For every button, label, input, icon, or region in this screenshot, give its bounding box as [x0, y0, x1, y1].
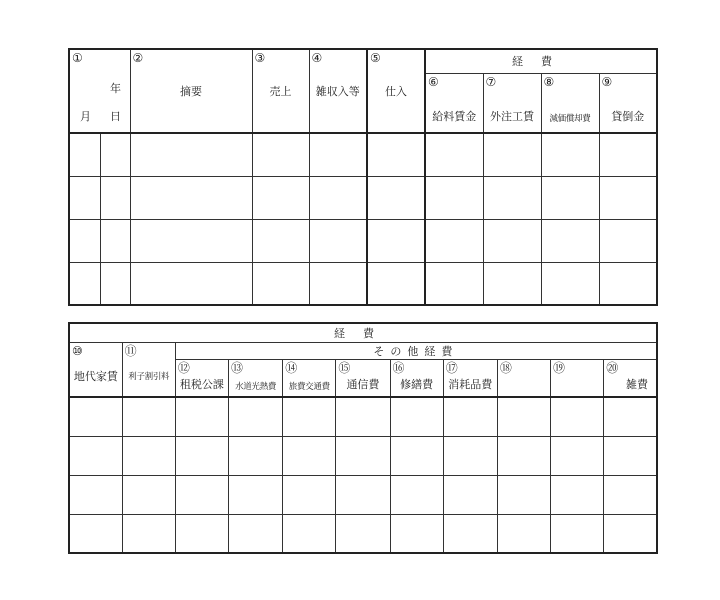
- col-num: ⑰: [445, 360, 458, 375]
- entry-cell[interactable]: [69, 176, 100, 219]
- col-num: ⑧: [543, 74, 555, 89]
- table-row: [69, 176, 657, 219]
- entry-cell[interactable]: [252, 262, 309, 305]
- entry-cell[interactable]: [252, 133, 309, 176]
- col-num: ⑤: [370, 51, 381, 65]
- entry-cell[interactable]: [604, 514, 657, 553]
- entry-cell[interactable]: [425, 219, 483, 262]
- entry-cell[interactable]: [229, 397, 283, 436]
- entry-cell[interactable]: [252, 219, 309, 262]
- entry-cell[interactable]: [599, 133, 657, 176]
- sales-label: 売上: [269, 85, 292, 98]
- misc-income-header: [309, 49, 367, 133]
- entry-cell[interactable]: [599, 219, 657, 262]
- entry-cell[interactable]: [130, 219, 252, 262]
- entry-cell[interactable]: [336, 514, 390, 553]
- expense-col-label: 租税公課: [179, 378, 224, 391]
- expense-col-header: [497, 359, 550, 397]
- entry-cell[interactable]: [367, 262, 425, 305]
- entry-cell[interactable]: [122, 475, 175, 514]
- entry-cell[interactable]: [497, 475, 550, 514]
- entry-cell[interactable]: [551, 514, 604, 553]
- entry-cell[interactable]: [367, 176, 425, 219]
- entry-cell[interactable]: [483, 176, 541, 219]
- purchases-label: 仕入: [385, 85, 407, 98]
- entry-cell[interactable]: [390, 475, 443, 514]
- entry-cell[interactable]: [551, 397, 604, 436]
- misc-income-label: 雑収入等: [315, 85, 360, 98]
- col-num: ⑯: [392, 360, 405, 375]
- entry-cell[interactable]: [175, 475, 228, 514]
- expense-col-header: [69, 342, 122, 397]
- month-label: 月: [80, 110, 91, 123]
- col-num: ①: [72, 51, 83, 65]
- col-num: ⑳: [606, 360, 619, 375]
- expense-col-label: 旅費交通費: [288, 382, 330, 392]
- expense-col-label: 外注工賃: [490, 110, 534, 123]
- entry-cell[interactable]: [443, 514, 497, 553]
- expense-col-label: 水道光熱費: [235, 382, 277, 392]
- entry-cell[interactable]: [283, 436, 336, 475]
- table-row: [69, 514, 657, 553]
- summary-label: 摘要: [180, 85, 202, 98]
- entry-cell[interactable]: [175, 397, 228, 436]
- entry-cell[interactable]: [390, 397, 443, 436]
- expense-col-header: [599, 73, 657, 133]
- expense-col-header: [175, 359, 228, 397]
- entry-cell[interactable]: [367, 133, 425, 176]
- entry-cell[interactable]: [604, 397, 657, 436]
- entry-cell[interactable]: [100, 219, 130, 262]
- entry-cell[interactable]: [443, 397, 497, 436]
- col-num: ⑨: [601, 74, 613, 89]
- entry-cell[interactable]: [541, 219, 599, 262]
- table-row: [69, 219, 657, 262]
- entry-cell[interactable]: [497, 397, 550, 436]
- entry-cell[interactable]: [425, 133, 483, 176]
- entry-cell[interactable]: [130, 262, 252, 305]
- table-row: [69, 133, 657, 176]
- expenses-header: 経費: [69, 323, 657, 342]
- col-num: ⑪: [124, 343, 137, 358]
- expenses-header: 経費: [425, 49, 657, 73]
- year-label: 年: [110, 82, 121, 95]
- purchases-header: [367, 49, 425, 133]
- col-num: ③: [254, 51, 266, 65]
- entry-cell[interactable]: [483, 262, 541, 305]
- entry-cell[interactable]: [69, 436, 122, 475]
- entry-cell[interactable]: [122, 436, 175, 475]
- entry-cell[interactable]: [100, 133, 130, 176]
- entry-cell[interactable]: [69, 133, 100, 176]
- col-num: ⑮: [338, 360, 351, 375]
- entry-cell[interactable]: [390, 514, 443, 553]
- entry-cell[interactable]: [483, 219, 541, 262]
- col-num: ⑲: [553, 360, 566, 375]
- entry-cell[interactable]: [336, 397, 390, 436]
- expense-col-label: 雑費: [626, 378, 648, 391]
- other-expenses-header: その他経費: [175, 342, 657, 359]
- table-row: [69, 397, 657, 436]
- expense-col-label: 給料賃金: [432, 110, 477, 123]
- table-row: [69, 475, 657, 514]
- expense-col-header: [443, 359, 497, 397]
- entry-cell[interactable]: [309, 219, 367, 262]
- day-label: 日: [110, 110, 121, 123]
- expense-col-label: 減価償却費: [549, 114, 591, 124]
- entry-cell[interactable]: [551, 475, 604, 514]
- expense-col-label: 通信費: [346, 378, 380, 391]
- expense-col-header: [336, 359, 390, 397]
- entry-cell[interactable]: [252, 176, 309, 219]
- entry-cell[interactable]: [541, 133, 599, 176]
- entry-cell[interactable]: [309, 133, 367, 176]
- entry-cell[interactable]: [483, 133, 541, 176]
- entry-cell[interactable]: [309, 262, 367, 305]
- table-row: [69, 262, 657, 305]
- entry-cell[interactable]: [425, 176, 483, 219]
- entry-cell[interactable]: [283, 514, 336, 553]
- sales-header: [252, 49, 309, 133]
- expense-col-header: [483, 73, 541, 133]
- entry-cell[interactable]: [497, 436, 550, 475]
- expense-col-header: [551, 359, 604, 397]
- entry-cell[interactable]: [336, 436, 390, 475]
- summary-header: [130, 49, 252, 133]
- entry-cell[interactable]: [229, 475, 283, 514]
- col-num: ⑫: [177, 360, 190, 375]
- col-num: ⑬: [231, 360, 244, 375]
- col-num: ②: [132, 51, 144, 65]
- col-num: ⑱: [499, 360, 512, 375]
- expense-col-header: [390, 359, 443, 397]
- entry-cell[interactable]: [69, 262, 100, 305]
- entry-cell[interactable]: [599, 176, 657, 219]
- entry-cell[interactable]: [367, 219, 425, 262]
- expense-col-label: 消耗品費: [448, 378, 493, 391]
- expense-col-label: 利子割引料: [128, 371, 170, 382]
- entry-cell[interactable]: [122, 514, 175, 553]
- entry-cell[interactable]: [130, 133, 252, 176]
- entry-cell[interactable]: [551, 436, 604, 475]
- expense-col-header: [229, 359, 283, 397]
- col-num: ⑥: [428, 74, 439, 89]
- entry-cell[interactable]: [175, 436, 228, 475]
- entry-cell[interactable]: [599, 262, 657, 305]
- entry-cell[interactable]: [100, 176, 130, 219]
- entry-cell[interactable]: [541, 262, 599, 305]
- entry-cell[interactable]: [229, 514, 283, 553]
- col-num: ⑦: [485, 74, 497, 89]
- entry-cell[interactable]: [130, 176, 252, 219]
- ledger-bottom-table: [68, 322, 658, 554]
- expense-col-label: 修繕費: [400, 378, 434, 391]
- expense-col-header: [122, 342, 175, 397]
- ledger-top-table: [68, 48, 658, 306]
- expense-col-label: 貸倒金: [611, 110, 645, 123]
- col-num: ⑭: [285, 360, 298, 375]
- entry-cell[interactable]: [69, 219, 100, 262]
- entry-cell[interactable]: [336, 475, 390, 514]
- entry-cell[interactable]: [283, 475, 336, 514]
- entry-cell[interactable]: [443, 436, 497, 475]
- entry-cell[interactable]: [175, 514, 228, 553]
- table-row: [69, 436, 657, 475]
- entry-cell[interactable]: [425, 262, 483, 305]
- entry-cell[interactable]: [309, 176, 367, 219]
- entry-cell[interactable]: [100, 262, 130, 305]
- entry-cell[interactable]: [229, 436, 283, 475]
- entry-cell[interactable]: [390, 436, 443, 475]
- entry-cell[interactable]: [604, 436, 657, 475]
- entry-cell[interactable]: [604, 475, 657, 514]
- expense-col-header: [541, 73, 599, 133]
- entry-cell[interactable]: [497, 514, 550, 553]
- entry-cell[interactable]: [122, 397, 175, 436]
- entry-cell[interactable]: [541, 176, 599, 219]
- expense-col-header: [425, 73, 483, 133]
- entry-cell[interactable]: [283, 397, 336, 436]
- entry-cell[interactable]: [69, 514, 122, 553]
- col-num: ⑩: [72, 343, 83, 358]
- date-header: [69, 49, 130, 133]
- col-num: ④: [311, 51, 323, 65]
- entry-cell[interactable]: [443, 475, 497, 514]
- expense-col-label: 地代家賃: [73, 369, 118, 383]
- entry-cell[interactable]: [69, 397, 122, 436]
- expense-col-header: [283, 359, 336, 397]
- entry-cell[interactable]: [69, 475, 122, 514]
- expense-col-header: [604, 359, 657, 397]
